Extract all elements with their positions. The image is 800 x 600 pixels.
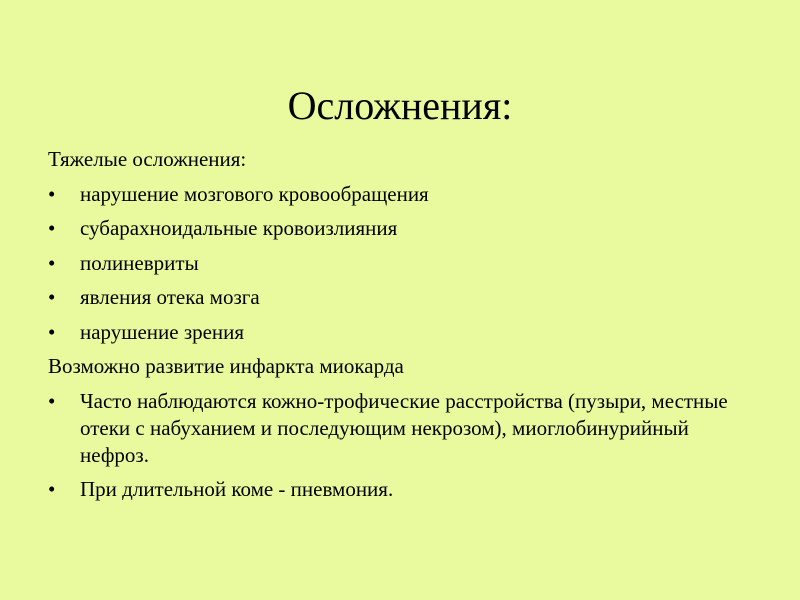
list-item xyxy=(48,250,748,277)
bullet-icon: • xyxy=(48,181,56,206)
bullet-icon: • xyxy=(48,388,56,413)
list-item-text: При длительной коме - пневмония. xyxy=(80,477,394,501)
bullet-icon: • xyxy=(48,216,56,240)
list-item xyxy=(48,284,748,311)
slide-body xyxy=(48,146,748,511)
list-item-text: нарушение мозгового кровообращения xyxy=(80,181,429,206)
list-item xyxy=(48,319,748,346)
bullet-icon: • xyxy=(48,477,56,501)
list-item xyxy=(48,215,748,242)
list-item xyxy=(48,181,748,208)
list-item-text: явления отека мозга xyxy=(80,285,260,309)
list-item-text: субарахноидальные кровоизлияния xyxy=(80,216,398,240)
bullet-icon: • xyxy=(48,285,56,309)
section-heading-infarction: Возможно развитие инфаркта миокарда xyxy=(48,354,404,378)
bullet-icon: • xyxy=(48,250,56,275)
slide-title: Осложнения: xyxy=(287,83,513,128)
bullet-icon: • xyxy=(48,319,56,344)
list-item xyxy=(48,388,748,469)
list-item-text: Часто наблюдаются кожно-трофические расстройства (пузыри, местные отеки с набуханием и последующим некрозом), миоглобинурийный нефроз. xyxy=(80,388,728,467)
list-item-text: полиневриты xyxy=(80,250,199,275)
list-item xyxy=(48,476,748,503)
section-heading-complications: Тяжелые осложнения: xyxy=(48,147,247,171)
list-item-text: нарушение зрения xyxy=(80,319,245,344)
